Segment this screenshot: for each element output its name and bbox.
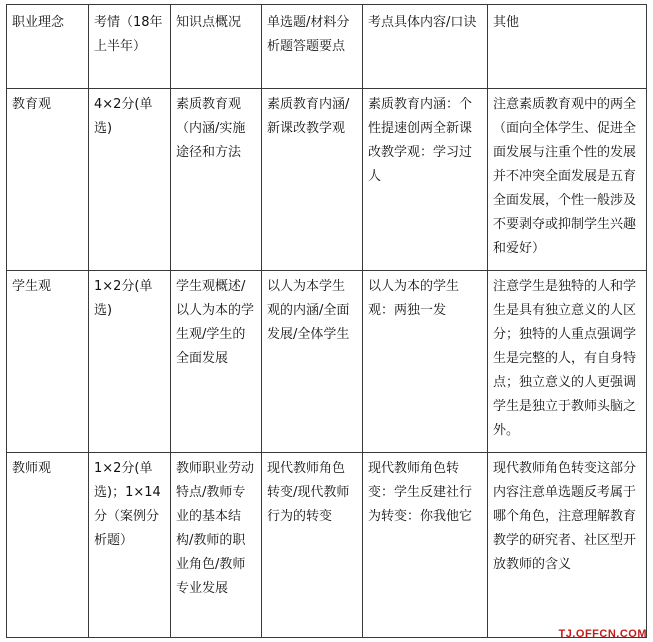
table-cell: 4×2分(单选) <box>89 89 171 271</box>
header-cell: 考情（18年上半年） <box>89 5 171 89</box>
table-cell: 教师观 <box>7 453 89 638</box>
header-cell: 考点具体内容/口诀 <box>363 5 488 89</box>
table-cell: 现代教师角色转变这部分内容注意单选题反考属于哪个角色，注意理解教育教学的研究者、社区型开放教师的含义 <box>488 453 647 638</box>
header-cell: 知识点概况 <box>171 5 262 89</box>
site-watermark: TJ.OFFCN.COM <box>558 628 647 640</box>
header-cell: 职业理念 <box>7 5 89 89</box>
table-cell: 注意学生是独特的人和学生是具有独立意义的人区分；独特的人重点强调学生是完整的人，有自身特点；独立意义的人更强调学生是独立于教师头脑之外。 <box>488 271 647 453</box>
table-cell: 注意素质教育观中的两全（面向全体学生、促进全面发展与注重个性的发展并不冲突全面发展是五育全面发展，个性一般涉及不要剥夺或抑制学生兴趣和爱好） <box>488 89 647 271</box>
table-cell: 素质教育内涵：个性提速创两全新课改教学观：学习过人 <box>363 89 488 271</box>
header-row <box>7 5 647 89</box>
table-cell: 教育观 <box>7 89 89 271</box>
header-cell: 其他 <box>488 5 647 89</box>
table-cell: 教师职业劳动特点/教师专业的基本结构/教师的职业角色/教师专业发展 <box>171 453 262 638</box>
table-cell: 学生观概述/以人为本的学生观/学生的全面发展 <box>171 271 262 453</box>
table-cell: 以人为本的学生观：两独一发 <box>363 271 488 453</box>
table-row <box>7 453 647 638</box>
table-cell: 1×2分(单选) <box>89 271 171 453</box>
table-cell: 学生观 <box>7 271 89 453</box>
table-cell: 1×2分(单选)；1×14分（案例分析题） <box>89 453 171 638</box>
table-row <box>7 89 647 271</box>
header-cell: 单选题/材料分析题答题要点 <box>262 5 363 89</box>
table-cell: 素质教育观（内涵/实施途径和方法 <box>171 89 262 271</box>
knowledge-table <box>6 4 647 638</box>
table-cell: 现代教师角色转变：学生反建社行为转变：你我他它 <box>363 453 488 638</box>
table-cell: 现代教师角色转变/现代教师行为的转变 <box>262 453 363 638</box>
table-cell: 以人为本学生观的内涵/全面发展/全体学生 <box>262 271 363 453</box>
table-cell: 素质教育内涵/新课改教学观 <box>262 89 363 271</box>
table-row <box>7 271 647 453</box>
